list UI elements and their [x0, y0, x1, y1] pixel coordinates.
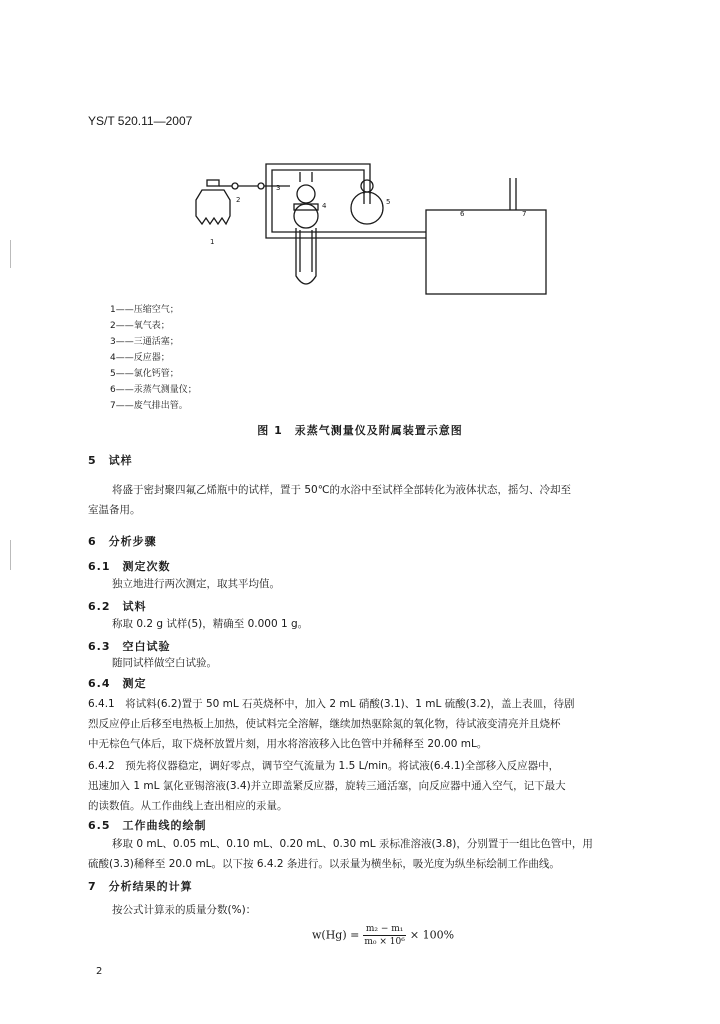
page-number: 2: [96, 966, 103, 977]
page-edge-mark: [10, 540, 11, 570]
part-label: 7: [522, 210, 527, 218]
section-6-4-1-line: 烈反应停止后移至电热板上加热，使试料完全溶解，继续加热驱除氮的氧化物，待试液变清亮并且烧杯: [88, 718, 561, 730]
figure-legend: [110, 302, 197, 414]
part-label: 4: [322, 202, 327, 210]
section-6-4-1-line: 中无棕色气体后，取下烧杯放置片刻，用水将溶液移入比色管中并稀释至 20.00 mL。: [88, 738, 488, 750]
three-way-stopcock: [258, 183, 264, 189]
legend-item: 7——废气排出管。: [110, 401, 188, 411]
legend-item: 4——反应器；: [110, 353, 170, 363]
part-label: 6: [460, 210, 465, 218]
section-6-4-2-line: 的读数值。从工作曲线上查出相应的汞量。: [88, 800, 288, 812]
section-6-5-line: 移取 0 mL、0.05 mL、0.10 mL、0.20 mL、0.30 mL 汞标准溶液(3.8)，分别置于一组比色管中，用: [112, 838, 593, 850]
section-7-title: 7 分析结果的计算: [88, 880, 193, 893]
section-6-2-body: 称取 0.2 g 试样(5)，精确至 0.000 1 g。: [112, 618, 309, 630]
section-5-title: 5 试样: [88, 454, 133, 467]
page-edge-mark: [10, 240, 11, 268]
standard-number: YS/T 520.11—2007: [88, 114, 193, 128]
formula-suffix: × 100%: [409, 928, 455, 942]
reactor: [294, 172, 318, 284]
legend-item: 3——三通活塞；: [110, 337, 179, 347]
part-label: 5: [386, 198, 391, 206]
section-6-3-title: 6.3 空白试验: [88, 640, 171, 653]
legend-item: 5——氯化钙管；: [110, 369, 179, 379]
part-label: 3: [276, 184, 281, 192]
section-5-body-line: 室温备用。: [88, 504, 141, 516]
mercury-vapor-meter: [426, 210, 546, 294]
part-label: 2: [236, 196, 241, 204]
oxygen-meter: [232, 183, 238, 189]
section-5-body-line: 将盛于密封聚四氟乙烯瓶中的试样，置于 50℃的水浴中至试样全部转化为液体状态，摇匀、冷却至: [112, 484, 571, 496]
part-label: 1: [210, 238, 215, 246]
formula-denominator: m₀ × 10⁶: [364, 937, 405, 947]
formula-lhs: w(Hg) =: [312, 928, 360, 942]
section-6-5-title: 6.5 工作曲线的绘制: [88, 819, 207, 832]
section-6-1-body: 独立地进行两次测定，取其平均值。: [112, 578, 280, 590]
calcium-chloride-tube: [351, 180, 383, 224]
figure-caption: 图 1 汞蒸气测量仪及附属装置示意图: [257, 424, 463, 437]
section-6-4-2-line: 迅速加入 1 mL 氯化亚锡溶液(3.4)并立即盖紧反应器，旋转三通活塞，向反应器中通入空气，记下最大: [88, 780, 566, 792]
legend-item: 6——汞蒸气测量仪；: [110, 385, 197, 395]
legend-item: 1——压缩空气；: [110, 305, 179, 315]
mercury-formula: [312, 924, 454, 947]
legend-item: 2——氧气表；: [110, 321, 170, 331]
apparatus-diagram: [180, 160, 560, 300]
section-6-title: 6 分析步骤: [88, 535, 157, 548]
section-6-5-line: 硫酸(3.3)稀释至 20.0 mL。以下按 6.4.2 条进行。以汞量为横坐标，吸光度为纵坐标绘制工作曲线。: [88, 858, 560, 870]
formula-numerator: m₂ − m₁: [363, 924, 407, 936]
section-6-4-title: 6.4 测定: [88, 677, 147, 690]
section-6-3-body: 随同试样做空白试验。: [112, 657, 217, 669]
section-6-2-title: 6.2 试料: [88, 600, 147, 613]
section-6-4-1-line: 6.4.1 将试料(6.2)置于 50 mL 石英烧杯中，加入 2 mL 硝酸(3.1)、1 mL 硫酸(3.2)，盖上表皿，待剧: [88, 698, 575, 710]
section-7-body: 按公式计算汞的质量分数(%)：: [112, 904, 257, 916]
formula-fraction: [363, 924, 407, 947]
section-6-1-title: 6.1 测定次数: [88, 560, 171, 573]
section-6-4-2-line: 6.4.2 预先将仪器稳定，调好零点，调节空气流量为 1.5 L/min。将试液(6.4.1)全部移入反应器中，: [88, 760, 560, 772]
